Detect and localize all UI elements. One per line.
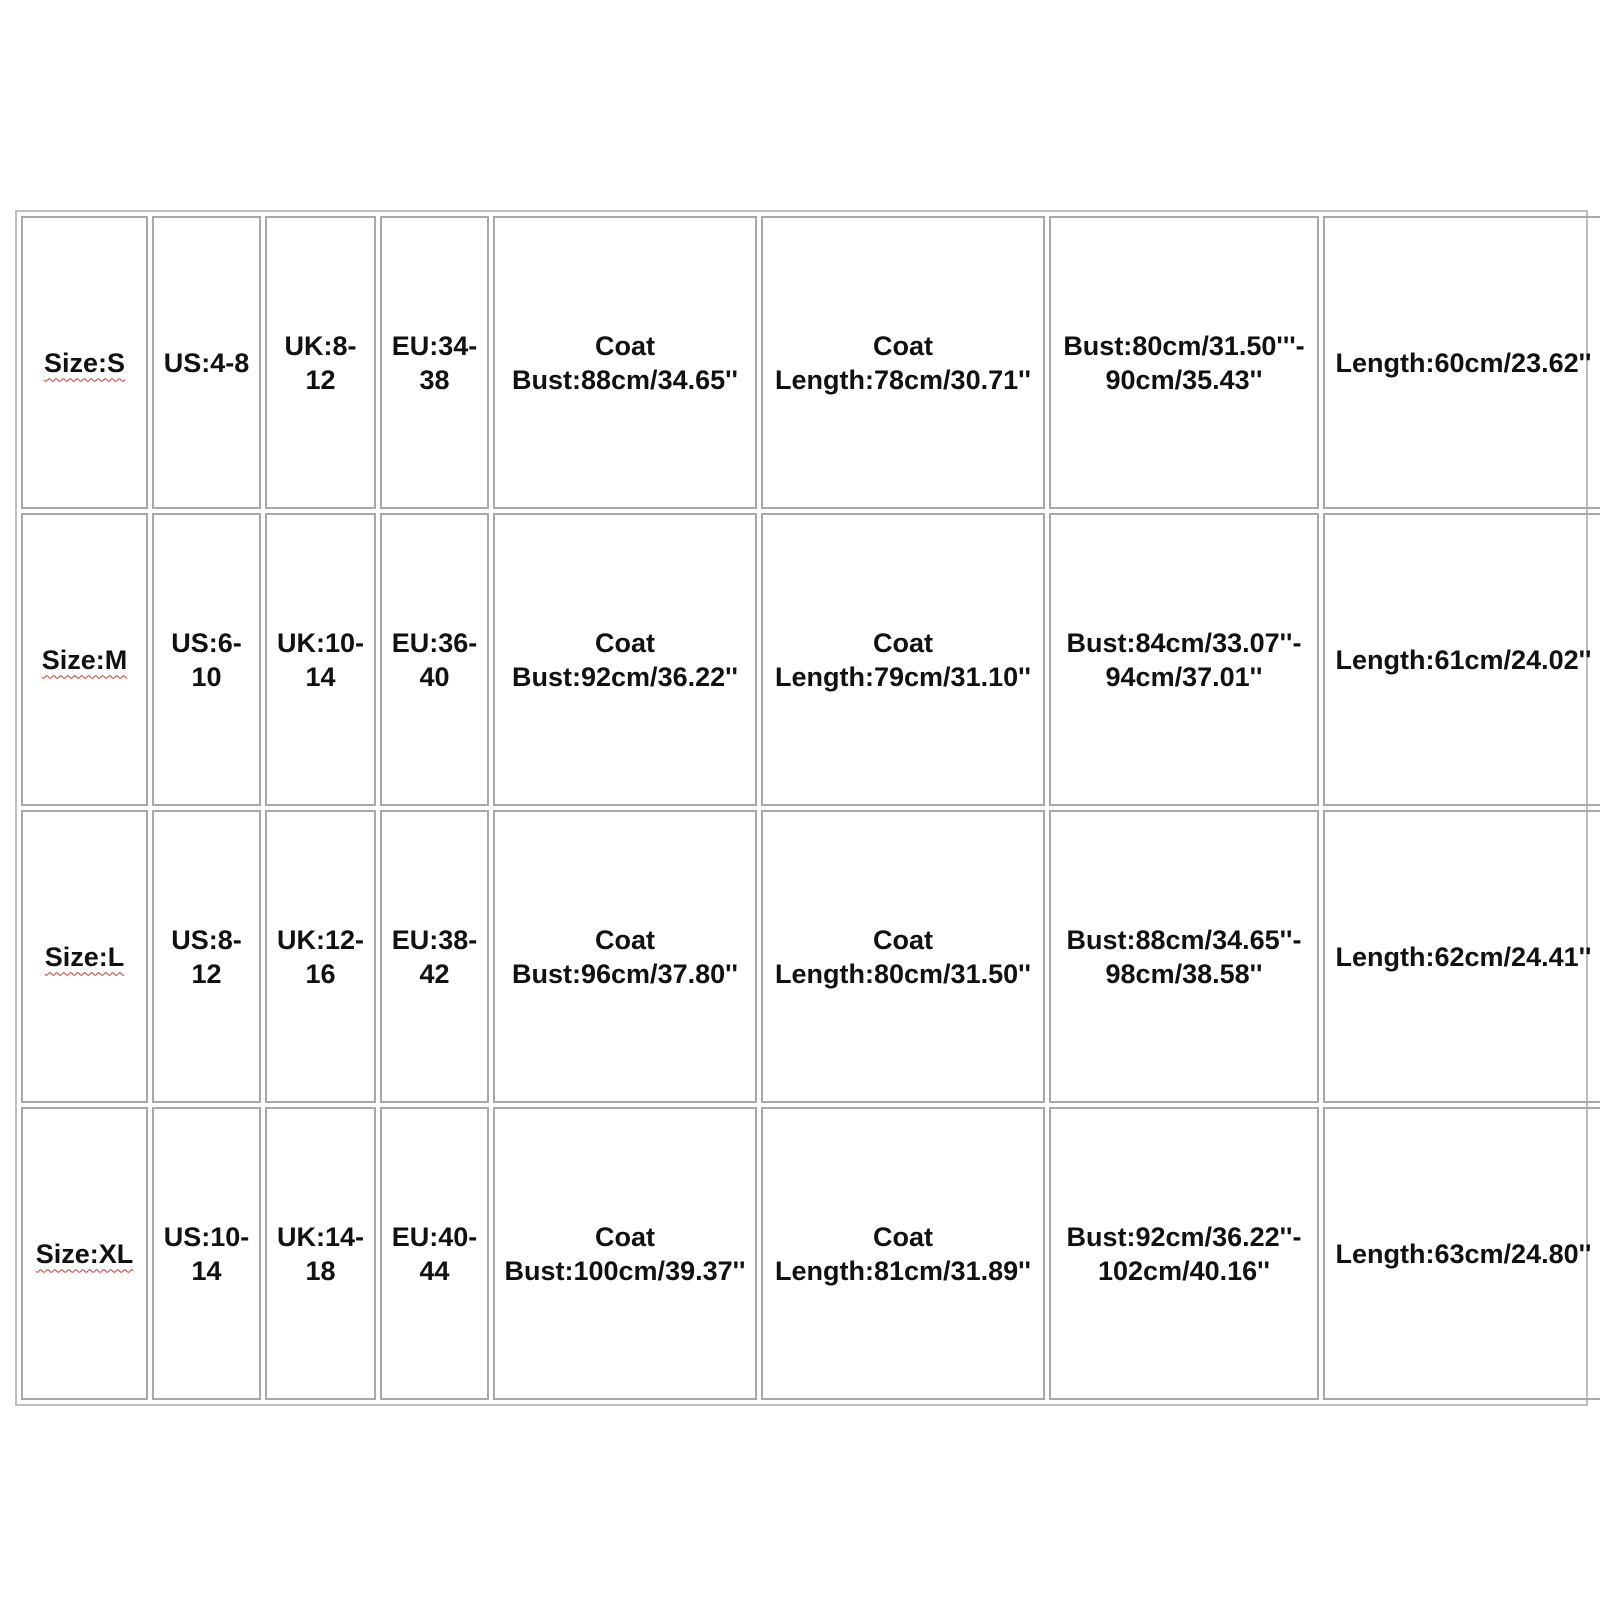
uk-size: UK:14- 18 xyxy=(265,1107,376,1400)
length: Length:61cm/24.02'' xyxy=(1323,513,1600,806)
us-size: US:10- 14 xyxy=(152,1107,261,1400)
size-chart xyxy=(15,210,1592,1406)
coat-bust: Coat Bust:88cm/34.65'' xyxy=(493,216,757,509)
size-label: Size:S xyxy=(21,216,148,509)
bust-range: Bust:80cm/31.50'''- 90cm/35.43'' xyxy=(1049,216,1319,509)
coat-length: Coat Length:80cm/31.50'' xyxy=(761,810,1045,1103)
bust-range: Bust:88cm/34.65''- 98cm/38.58'' xyxy=(1049,810,1319,1103)
coat-length: Coat Length:79cm/31.10'' xyxy=(761,513,1045,806)
uk-size: UK:12- 16 xyxy=(265,810,376,1103)
coat-bust: Coat Bust:96cm/37.80'' xyxy=(493,810,757,1103)
coat-bust: Coat Bust:92cm/36.22'' xyxy=(493,513,757,806)
eu-size: EU:34- 38 xyxy=(380,216,489,509)
coat-bust: Coat Bust:100cm/39.37'' xyxy=(493,1107,757,1400)
length: Length:62cm/24.41'' xyxy=(1323,810,1600,1103)
uk-size: UK:8- 12 xyxy=(265,216,376,509)
length: Length:63cm/24.80'' xyxy=(1323,1107,1600,1400)
us-size: US:4-8 xyxy=(152,216,261,509)
size-row-m xyxy=(21,513,1600,806)
size-label: Size:L xyxy=(21,810,148,1103)
size-row-l xyxy=(21,810,1600,1103)
eu-size: EU:40- 44 xyxy=(380,1107,489,1400)
eu-size: EU:38- 42 xyxy=(380,810,489,1103)
size-table xyxy=(17,212,1600,1404)
length: Length:60cm/23.62'' xyxy=(1323,216,1600,509)
bust-range: Bust:92cm/36.22''- 102cm/40.16'' xyxy=(1049,1107,1319,1400)
size-label: Size:XL xyxy=(21,1107,148,1400)
us-size: US:6- 10 xyxy=(152,513,261,806)
bust-range: Bust:84cm/33.07''- 94cm/37.01'' xyxy=(1049,513,1319,806)
coat-length: Coat Length:78cm/30.71'' xyxy=(761,216,1045,509)
size-row-xl xyxy=(21,1107,1600,1400)
size-label: Size:M xyxy=(21,513,148,806)
size-row-s xyxy=(21,216,1600,509)
eu-size: EU:36- 40 xyxy=(380,513,489,806)
uk-size: UK:10- 14 xyxy=(265,513,376,806)
us-size: US:8- 12 xyxy=(152,810,261,1103)
coat-length: Coat Length:81cm/31.89'' xyxy=(761,1107,1045,1400)
